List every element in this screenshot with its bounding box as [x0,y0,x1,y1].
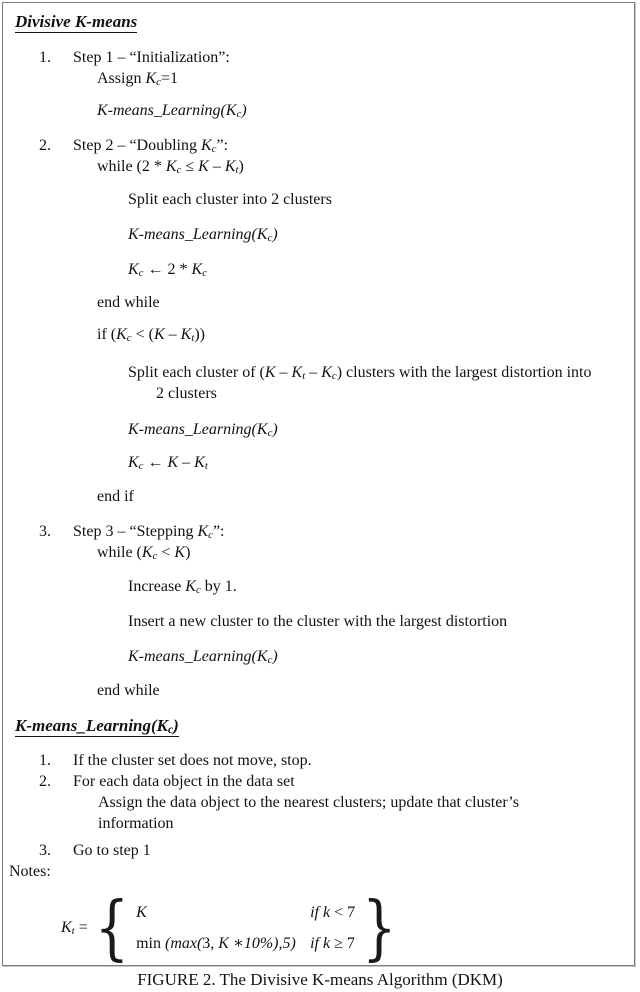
text-segment: Divisive K-means [15,12,138,31]
kmeans-learning-call [128,224,634,245]
algorithm-box [2,2,635,966]
increase-kc [128,576,634,597]
text-segment: c [176,164,182,176]
text-segment: t [302,370,306,382]
text-segment: K [264,364,276,381]
text-segment: c [126,332,132,344]
kl-step1 [39,750,634,771]
text-segment: by 1. [200,578,237,595]
text-segment: ) [185,544,191,561]
step2-item [39,135,634,156]
list-number: 1. [39,752,51,769]
text-segment: K [128,261,139,278]
text-segment: Increase [128,578,186,595]
text-segment: K-means_Learning(K [128,226,268,243]
text-segment: t [235,164,239,176]
text-segment: c [195,584,201,596]
text-segment: ≤ [181,158,199,175]
text-segment: K [61,919,72,936]
text-segment: K [116,326,127,343]
formula-row [136,902,355,924]
kmeans-learning-call [128,419,634,440]
text-segment: k [322,934,331,952]
text-segment: K [194,454,205,471]
text-segment: if ( [97,326,117,343]
text-segment: while (2 * [97,158,166,175]
text-segment: c [202,267,207,279]
text-segment: c [208,529,213,541]
text-segment: end while [97,294,160,311]
if-condition [97,324,634,345]
text-segment: = [74,919,88,936]
text-segment: K [191,261,203,278]
title-divisive-kmeans [15,10,634,34]
text-segment: Go to step 1 [73,842,151,859]
list-number: 2. [39,137,51,154]
text-segment: ≥ 7 [330,934,355,952]
text-segment: Step 2 – “Doubling [73,137,201,154]
text-segment: K [141,544,153,561]
insert-new-cluster [128,611,634,632]
text-segment: K [128,454,139,471]
text-segment: t [191,332,195,344]
text-segment: K [291,364,303,381]
text-segment: c [156,76,161,88]
list-number: 3. [39,523,51,540]
text-segment: 3, [202,934,219,952]
text-segment: c [267,654,273,666]
text-segment: – [275,364,292,381]
text-segment: K [167,454,179,471]
text-segment: K [224,158,236,175]
text-segment: end while [97,682,160,699]
notes-label [9,861,634,882]
text-segment: K [165,158,177,175]
text-segment: t [71,925,75,937]
text-segment: c [331,370,337,382]
text-segment: ∗10% [228,934,274,952]
end-if [97,486,634,507]
while-doubling [97,156,634,177]
heading-underline [15,12,137,33]
text-segment: – [208,158,225,175]
kt-definition-formula [61,886,634,966]
list-number: 2. [39,773,51,790]
list-number: 3. [39,842,51,859]
text-segment: If the cluster set does not move, stop. [73,752,312,769]
text-segment: ← 2 * [143,261,192,278]
formula-row [136,933,355,955]
text-segment: K [198,158,209,175]
text-segment: K [153,326,165,343]
step3-item [39,521,634,542]
step1-item [39,47,634,68]
text-segment: K-means_Learning(K [97,102,237,119]
figure-caption: FIGURE 2. The Divisive K-means Algorithm (DKM) [137,970,503,989]
text-segment: < 7 [330,903,356,921]
text-segment: ) [272,421,278,438]
text-segment: ← [143,454,168,471]
text-segment: ) [272,226,278,243]
end-while [97,292,634,313]
text-segment: Assign the data object to the nearest clusters; update that cluster’s [98,794,519,811]
text-segment: while ( [97,544,142,561]
kmeans-learning-call [128,646,634,667]
text-segment: )) [194,326,205,343]
text-segment: Step 1 – “Initialization”: [73,49,230,66]
text-segment: K [201,137,212,154]
text-segment: ) [238,158,244,175]
text-segment: Split each cluster of ( [128,364,265,381]
text-segment: ) clusters with the largest distortion into [336,364,592,381]
kc-k-minus-kt [128,452,634,473]
text-segment: Split each cluster into 2 clusters [128,191,332,208]
text-segment: < [157,544,175,561]
text-segment: if [310,903,323,921]
text-segment: 2 clusters [156,385,217,402]
text-segment: K [197,523,209,540]
formula-lhs [61,919,88,937]
text-segment: c [138,460,144,472]
text-segment: – [305,364,322,381]
text-segment: ”: [212,523,225,540]
text-segment: c [211,143,217,155]
split-largest-line1 [128,362,634,383]
text-segment: t [204,460,208,472]
text-segment: c [152,550,158,562]
kmeans-learning-call [97,100,634,121]
text-segment: ”: [216,137,229,154]
text-segment: < ( [131,326,154,343]
text-segment: K-means_Learning(K [128,648,268,665]
while-stepping [97,542,634,563]
text-segment: K [218,934,229,952]
text-segment: K [185,578,196,595]
formula-condition [310,933,355,955]
text-segment: if [310,934,323,952]
kmeans-learning-heading [15,714,634,738]
text-segment: end if [97,488,134,505]
formula-expression [136,933,310,955]
text-segment: c [267,232,273,244]
text-segment: ) [272,648,278,665]
text-segment: K [180,326,192,343]
split-each-into-2 [128,189,634,210]
kl-step2 [39,771,634,792]
assign-kc-1 [97,68,634,89]
text-segment: ) [173,716,179,735]
text-segment: Step 3 – “Stepping [73,523,198,540]
split-largest-line2 [156,383,634,404]
text-segment: Assign [97,70,146,87]
text-segment: k [322,903,331,921]
text-segment: K [145,70,157,87]
kl-step2-line1 [98,792,634,813]
end-while [97,680,634,701]
text-segment: information [98,815,174,832]
text-segment: (max( [164,934,203,952]
list-number: 1. [39,49,51,66]
text-segment: c [267,427,273,439]
text-segment: K-means_Learning(K [15,716,169,735]
heading-underline [15,716,179,737]
formula-cases [136,902,355,955]
right-brace: } [362,886,397,966]
formula-condition [310,902,355,924]
text-segment: ),5) [273,934,296,952]
text-segment: – [164,326,181,343]
text-segment: For each data object in the data set [73,773,295,790]
text-segment: c [138,267,144,279]
formula-expression [136,902,310,924]
left-brace: { [94,886,130,966]
kl-step3 [39,840,634,861]
text-segment: K [321,364,332,381]
text-segment: c [168,723,174,736]
text-segment: min [136,934,165,952]
text-segment: c [236,108,242,120]
algorithm-pseudocode [3,10,634,882]
text-segment: K-means_Learning(K [128,421,268,438]
text-segment: ) [241,102,247,119]
text-segment: – [178,454,195,471]
kc-doubling-assign [128,259,634,280]
text-segment: Notes: [9,863,51,880]
text-segment: K [174,544,186,561]
text-segment: Insert a new cluster to the cluster with the largest distortion [128,613,508,630]
text-segment: K [136,903,147,921]
text-segment: =1 [160,70,178,87]
kl-step2-line2 [98,813,634,834]
